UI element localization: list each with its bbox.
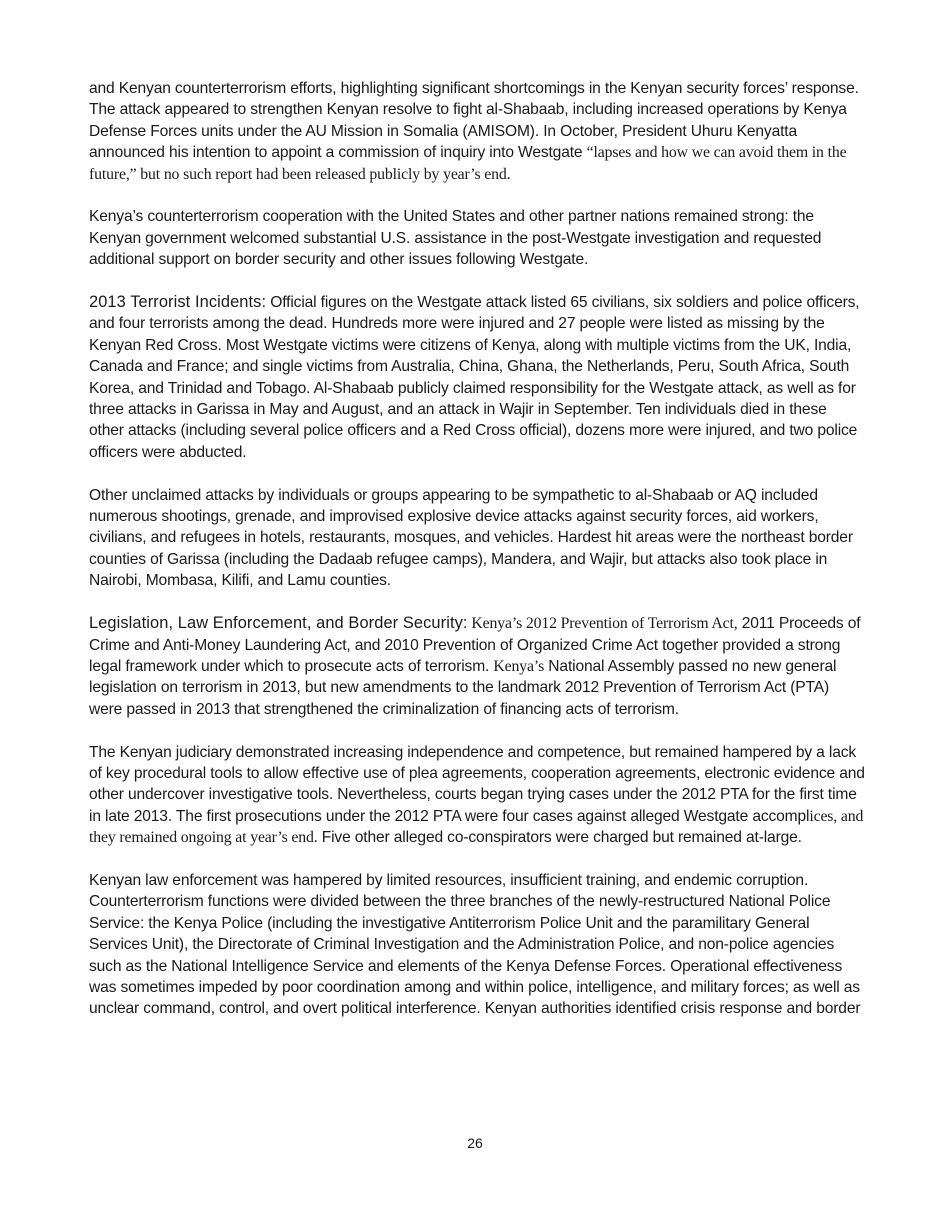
section-heading-legislation: Legislation, Law Enforcement, and Border Security: bbox=[89, 614, 468, 633]
page-number: 26 bbox=[467, 1135, 483, 1151]
paragraph-text: Official figures on the Westgate attack listed 65 civilians, six soldiers and police officers, and four terrorists among the dead. Hundreds more were injured and 27 people were listed as missing by the Kenyan Red Cross. Most Westgate victims were citizens of Kenya, along with multiple victims from the UK, India, Canada and France; and single victims from Australia, China, Ghana, the Netherlands, Peru, South Africa, South Korea, and Trinidad and Tobago. Al-Shabaab publicly claimed responsibility for the Westgate attack, as well as for three attacks in Garissa in May and August, and an attack in Wajir in September. Ten individuals died in these other attacks (including several police officers and a Red Cross official), dozens more were injured, and two police officers were abducted. bbox=[89, 294, 860, 461]
paragraph-text: and Kenyan counterterrorism efforts, highlighting significant shortcomings in the Kenyan security forces’ response. The attack appeared to strengthen Kenyan resolve to fight al-Shabaab, including increased operations by Kenya Defense Forces units under the AU Mission in Somalia (AMISOM). In October, President Uhuru Kenyatta announced his intention to appoint a commission of inquiry into Westgate bbox=[89, 80, 859, 162]
paragraph-text-serif: Kenya’s 2012 Prevention of Terrorism Act, bbox=[467, 615, 738, 633]
paragraph-us-cooperation: Kenya’s counterterrorism cooperation with the United States and other partner nations remained strong: the Kenyan government welcomed substantial U.S. assistance in the post-Westgate investigation and requested additional support on border security and other issues following Westgate. bbox=[89, 208, 822, 269]
paragraph-terrorist-incidents bbox=[89, 292, 865, 463]
paragraph-text-serif: ices, and they remained ongoing at year’s end. bbox=[89, 807, 864, 847]
paragraph-text: The Kenyan judiciary demonstrated increasing independence and competence, but remained hampered by a lack of key procedural tools to allow effective use of plea agreements, cooperation agreements, electronic evidence and other undercover investigative tools. Nevertheless, courts began trying cases under the 2012 PTA for the first time in late 2013. The first prosecutions under the 2012 PTA were four cases against alleged Westgate accompl bbox=[89, 743, 865, 825]
paragraph-text: Five other alleged co-conspirators were charged but remained at-large. bbox=[317, 829, 802, 847]
document-page bbox=[89, 78, 865, 1041]
paragraph-text: 2011 Proceeds of Crime and Anti-Money Laundering Act, and 2010 Prevention of Organized Crime Act together provided a strong legal framework under which to prosecute acts of terrorism. bbox=[89, 615, 861, 675]
paragraph-law-enforcement: Kenyan law enforcement was hampered by limited resources, insufficient training, and endemic corruption. Counterterrorism functions were divided between the three branches of the newly-restructured National Police Service: the Kenya Police (including the investigative Antiterrorism Police Unit and the paramilitary General Services Unit), the Directorate of Criminal Investigation and the Administration Police, and non-police agencies such as the National Intelligence Service and elements of the Kenya Defense Forces. Operational effectiveness was sometimes impeded by poor coordination among and within police, intelligence, and military forces; as well as unclear command, control, and overt political interference. Kenyan authorities identified crisis response and border bbox=[89, 871, 861, 1018]
paragraph-judiciary bbox=[89, 742, 865, 849]
paragraph-text-serif: Kenya’s bbox=[493, 657, 545, 675]
quoted-text: “lapses and how we can avoid them in the future,” but no such report had been released publicly by year’s end. bbox=[89, 144, 847, 183]
paragraph-unclaimed-attacks: Other unclaimed attacks by individuals or groups appearing to be sympathetic to al-Shabaab or AQ included numerous shootings, grenade, and improvised explosive device attacks against security forces, aid workers, civilians, and refugees in hotels, restaurants, mosques, and vehicles. Hardest hit areas were the northeast border counties of Garissa (including the Dadaab refugee camps), Mandera, and Wajir, but attacks also took place in Nairobi, Mombasa, Kilifi, and Lamu counties. bbox=[89, 486, 853, 590]
paragraph-legislation bbox=[89, 613, 865, 720]
paragraph-text: National Assembly passed no new general legislation on terrorism in 2013, but new amendments to the landmark 2012 Prevention of Terrorism Act (PTA) were passed in 2013 that strengthened the criminalization of financing acts of terrorism. bbox=[89, 657, 837, 718]
paragraph-westgate-response bbox=[89, 78, 865, 185]
section-heading-terrorist-incidents: 2013 Terrorist Incidents: bbox=[89, 293, 267, 312]
